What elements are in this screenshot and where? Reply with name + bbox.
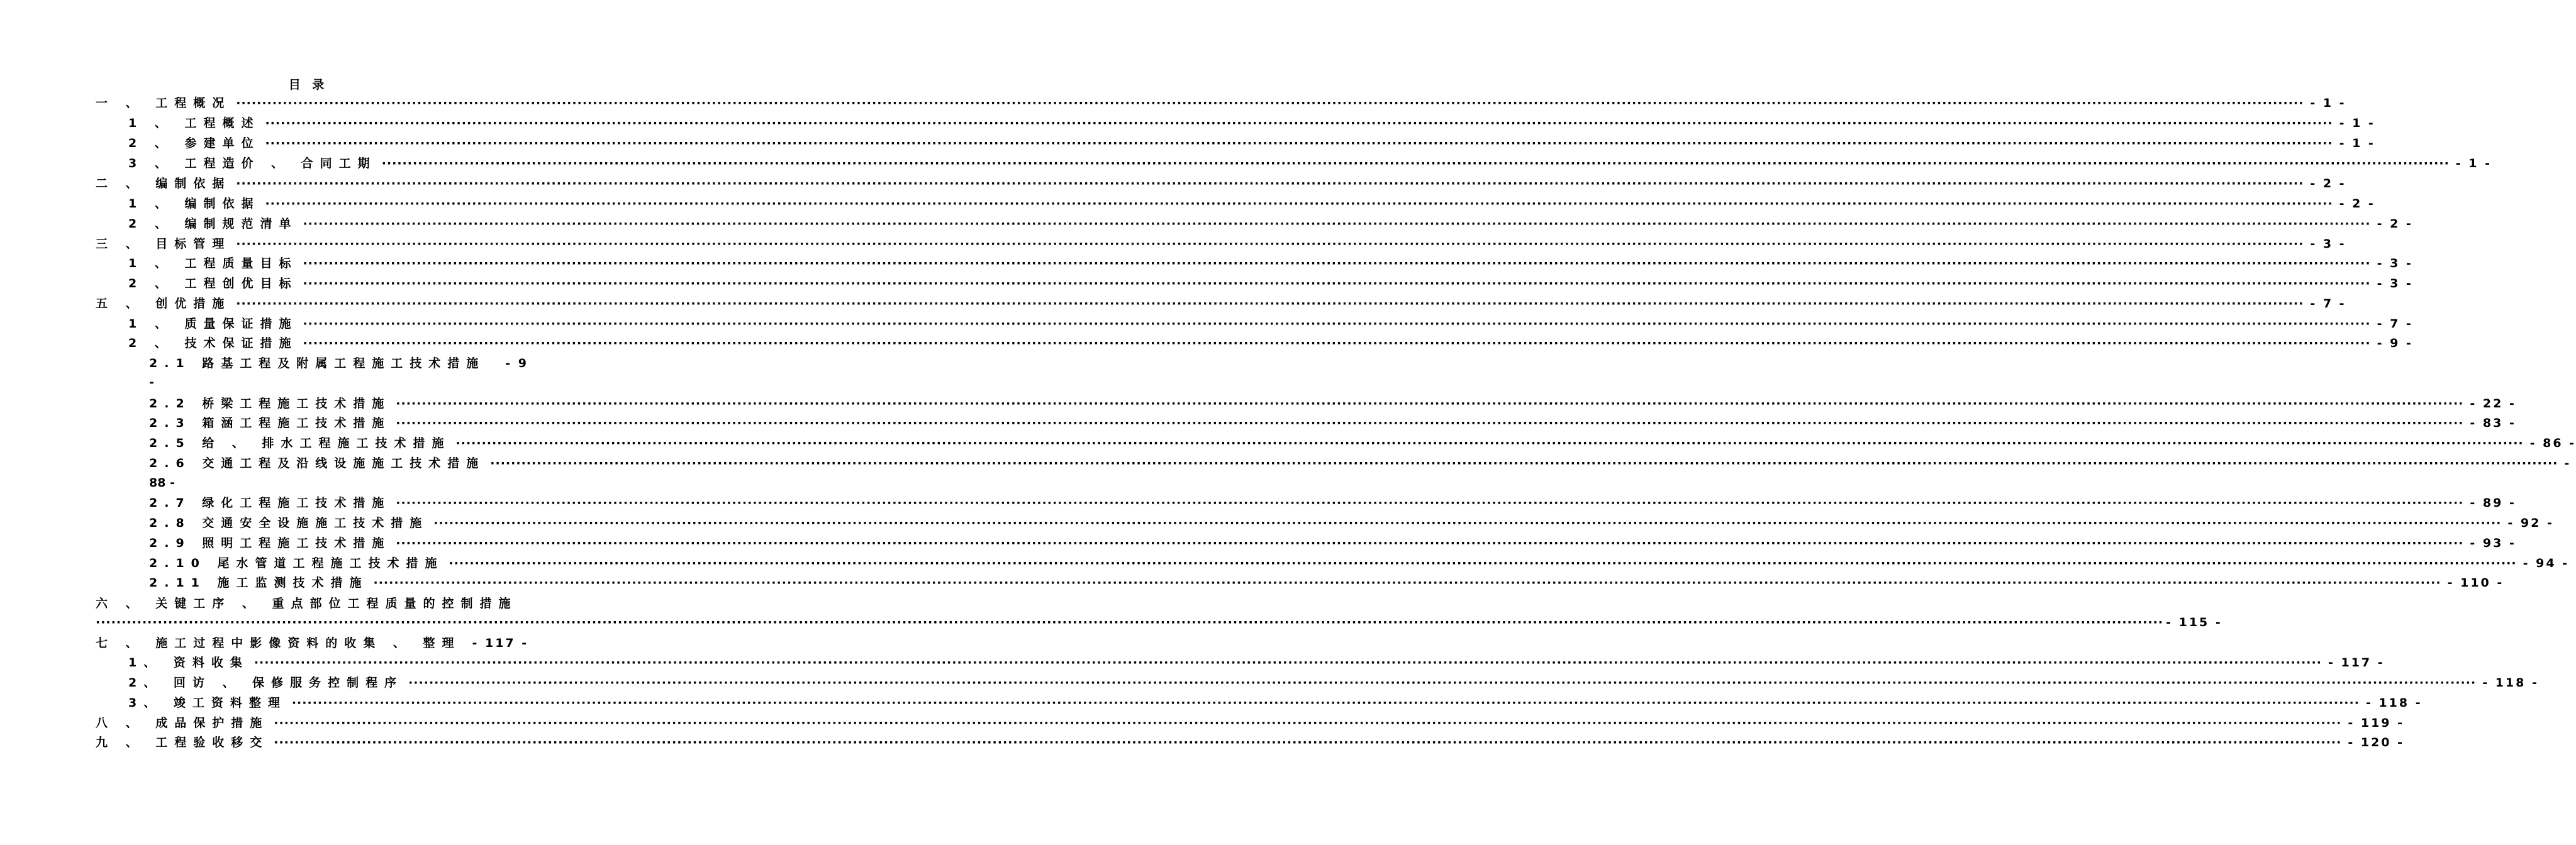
toc-dot-leader: ················································································································································································································································································································································································································	[236, 297, 2304, 311]
toc-dot-leader: ················································································································································································································································································································································································································	[236, 177, 2304, 191]
toc-dot-leader: ················································································································································································································································································································································································································	[303, 317, 2371, 331]
toc-dot-leader: ················································································································································································································································································································································································································	[373, 576, 2441, 590]
toc-entry-page: - 9	[505, 356, 528, 370]
toc-entry-label: 2.2 桥梁工程施工技术措施	[149, 397, 391, 411]
toc-entry-page: -	[2564, 456, 2572, 470]
toc-entry-page: - 119 -	[2348, 716, 2405, 730]
toc-entry-page: - 117 -	[2328, 656, 2385, 670]
toc-entry[interactable]	[149, 397, 2516, 411]
toc-entry-page: - 1 -	[2339, 116, 2375, 130]
toc-entry-page: - 1 -	[2310, 96, 2346, 110]
toc-entry-page: - 86 -	[2529, 436, 2576, 450]
toc-entry[interactable]	[149, 496, 2516, 510]
toc-entry-label: 2.7 绿化工程施工技术措施	[149, 496, 391, 510]
toc-entry-page-continuation: -	[149, 375, 154, 389]
toc-entry-page: - 3 -	[2377, 257, 2413, 270]
toc-entry-label: 三 、 目标管理	[96, 237, 231, 251]
toc-dot-leader: ················································································································································································································································································································································································································	[265, 116, 2333, 130]
toc-entry-page: - 110 -	[2447, 576, 2504, 590]
toc-entry-label: 一 、 工程概况	[96, 96, 231, 110]
toc-entry[interactable]	[149, 356, 528, 370]
toc-dot-leader: ················································································································································································································································································································································································································	[303, 257, 2371, 270]
toc-entry-label: 1 、 工程概述	[128, 116, 260, 130]
toc-entry-label: 1 、 质量保证措施	[128, 317, 298, 331]
toc-dot-leader: ················································································································································································································································································································································································································	[254, 656, 2322, 670]
toc-entry-page: - 93 -	[2470, 536, 2516, 550]
toc-entry-label: 八 、 成品保护措施	[96, 716, 269, 730]
toc-entry[interactable]	[96, 237, 2346, 251]
toc-dot-leader: ················································································································································································································································································································································································································	[265, 197, 2333, 211]
toc-entry-label: 3 、 工程造价 、 合同工期	[128, 157, 377, 170]
toc-entry-page: - 120 -	[2348, 736, 2405, 749]
toc-entry-page: - 94 -	[2523, 556, 2570, 570]
toc-entry-label: 1、 资料收集	[128, 656, 249, 670]
toc-entry-page: - 2 -	[2377, 217, 2413, 231]
toc-entry-label: 2.6 交通工程及沿线设施施工技术措施	[149, 456, 486, 470]
toc-entry-page: - 92 -	[2507, 516, 2554, 530]
toc-entry[interactable]	[128, 277, 2413, 290]
toc-dot-leader: ················································································································································································································································································································································································································	[449, 556, 2517, 570]
toc-entry-page: - 1 -	[2455, 157, 2492, 170]
toc-entry[interactable]	[128, 336, 2413, 350]
toc-entry[interactable]	[96, 96, 2346, 110]
toc-dot-leader: ················································································································································································································································································································································································································	[303, 277, 2371, 290]
toc-dot-leader: ················································································································································································································································································································································································································	[490, 456, 2558, 470]
toc-entry[interactable]	[96, 597, 517, 610]
toc-entry[interactable]	[149, 456, 2572, 470]
toc-entry-page: - 89 -	[2470, 496, 2516, 510]
toc-dot-leader: ················································································································································································································································································································································································································	[396, 496, 2464, 510]
toc-entry-page: - 9 -	[2377, 336, 2413, 350]
toc-entry-page: - 7 -	[2310, 297, 2346, 311]
toc-dot-leader: ················································································································································································································································································································································································································	[396, 416, 2464, 430]
toc-entry-page: - 115 -	[2166, 616, 2222, 629]
toc-entry-label: 2.3 箱涵工程施工技术措施	[149, 416, 391, 430]
toc-dot-leader: ················································································································································································································································································································································································································	[396, 397, 2464, 411]
toc-entry[interactable]	[96, 297, 2346, 311]
toc-entry-page: - 2 -	[2339, 197, 2375, 211]
toc-entry-label: 二 、 编制依据	[96, 177, 231, 191]
toc-entry[interactable]	[96, 716, 2405, 730]
toc-dot-leader: ················································································································································································································································································································································································································	[96, 616, 2164, 629]
toc-entry-label: 1 、 工程质量目标	[128, 257, 298, 270]
toc-entry-label: 九 、 工程验收移交	[96, 736, 269, 749]
toc-entry-label: 2 、 参建单位	[128, 136, 260, 150]
toc-entry[interactable]	[128, 317, 2413, 331]
toc-entry[interactable]	[149, 556, 2570, 570]
toc-title: 目 录	[288, 78, 328, 92]
toc-entry-label: 3、 竣工资料整理	[128, 696, 287, 710]
toc-entry-page: - 3 -	[2310, 237, 2346, 251]
toc-entry[interactable]	[149, 576, 2504, 590]
toc-dot-leader: ················································································································································································································································································································································································································	[236, 96, 2304, 110]
toc-entry[interactable]	[128, 257, 2413, 270]
toc-entry[interactable]	[128, 676, 2539, 690]
toc-entry-page: - 118 -	[2482, 676, 2539, 690]
toc-entry[interactable]	[128, 217, 2413, 231]
toc-entry-label: 2.11 施工监测技术措施	[149, 576, 369, 590]
toc-entry-page: - 117 -	[472, 636, 529, 650]
toc-entry-page: - 1 -	[2339, 136, 2375, 150]
toc-entry[interactable]	[149, 536, 2516, 550]
toc-entry-label: 六 、 关键工序 、 重点部位工程质量的控制措施	[96, 597, 518, 610]
toc-dot-leader: ················································································································································································································································································································································································································	[236, 237, 2304, 251]
toc-dot-leader: ················································································································································································································································································································································································································	[433, 516, 2502, 530]
toc-dot-leader: ················································································································································································································································································································································································································	[274, 736, 2342, 749]
toc-entry-label: 2 、 工程创优目标	[128, 277, 298, 290]
toc-dot-leader: ················································································································································································································································································································································································································	[396, 536, 2464, 550]
toc-entry-label: 2.8 交通安全设施施工技术措施	[149, 516, 429, 530]
toc-entry[interactable]	[149, 436, 2576, 450]
toc-entry-label: 2.1 路基工程及附属工程施工技术措施	[149, 356, 486, 370]
toc-entry-label: 2、 回访 、 保修服务控制程序	[128, 676, 404, 690]
toc-dot-leader: ················································································································································································································································································································································································································	[381, 157, 2450, 170]
toc-entry[interactable]	[149, 416, 2516, 430]
toc-entry-continuation[interactable]	[96, 616, 2222, 629]
toc-entry-page: - 83 -	[2470, 416, 2516, 430]
toc-dot-leader: ················································································································································································································································································································································································································	[274, 716, 2342, 730]
toc-entry[interactable]	[128, 116, 2375, 130]
toc-entry-label: 2 、 编制规范清单	[128, 217, 298, 231]
toc-entry-label: 2 、 技术保证措施	[128, 336, 298, 350]
toc-entry-label: 2.9 照明工程施工技术措施	[149, 536, 391, 550]
toc-dot-leader: ················································································································································································································································································································································································································	[291, 696, 2360, 710]
toc-entry-page: - 3 -	[2377, 277, 2413, 290]
toc-entry-label: 七 、 施工过程中影像资料的收集 、 整理	[96, 636, 461, 650]
toc-entry-page: - 2 -	[2310, 177, 2346, 191]
toc-entry[interactable]	[128, 656, 2385, 670]
toc-dot-leader: ················································································································································································································································································································································································································	[455, 436, 2524, 450]
toc-entry-page: - 7 -	[2377, 317, 2413, 331]
toc-dot-leader: ················································································································································································································································································································································································································	[408, 676, 2477, 690]
toc-entry-label: 五 、 创优措施	[96, 297, 231, 311]
toc-entry[interactable]	[149, 516, 2554, 530]
toc-entry[interactable]	[96, 177, 2346, 191]
toc-entry-label: 1 、 编制依据	[128, 197, 260, 211]
toc-entry[interactable]	[128, 157, 2492, 170]
toc-entry[interactable]	[128, 136, 2375, 150]
toc-dot-leader: ················································································································································································································································································································································································································	[303, 217, 2371, 231]
toc-entry-label: 2.5 给 、 排水工程施工技术措施	[149, 436, 451, 450]
toc-entry[interactable]	[96, 636, 529, 650]
toc-entry-page: - 118 -	[2365, 696, 2423, 710]
toc-entry-label: 2.10 尾水管道工程施工技术措施	[149, 556, 444, 570]
toc-entry-page: - 22 -	[2470, 397, 2516, 411]
toc-entry-page-continuation: 88 -	[149, 476, 175, 490]
toc-dot-leader: ················································································································································································································································································································································································································	[265, 136, 2333, 150]
toc-dot-leader: ················································································································································································································································································································································································································	[303, 336, 2371, 350]
toc-entry[interactable]	[128, 696, 2423, 710]
toc-entry[interactable]	[96, 736, 2405, 749]
toc-entry[interactable]	[128, 197, 2375, 211]
